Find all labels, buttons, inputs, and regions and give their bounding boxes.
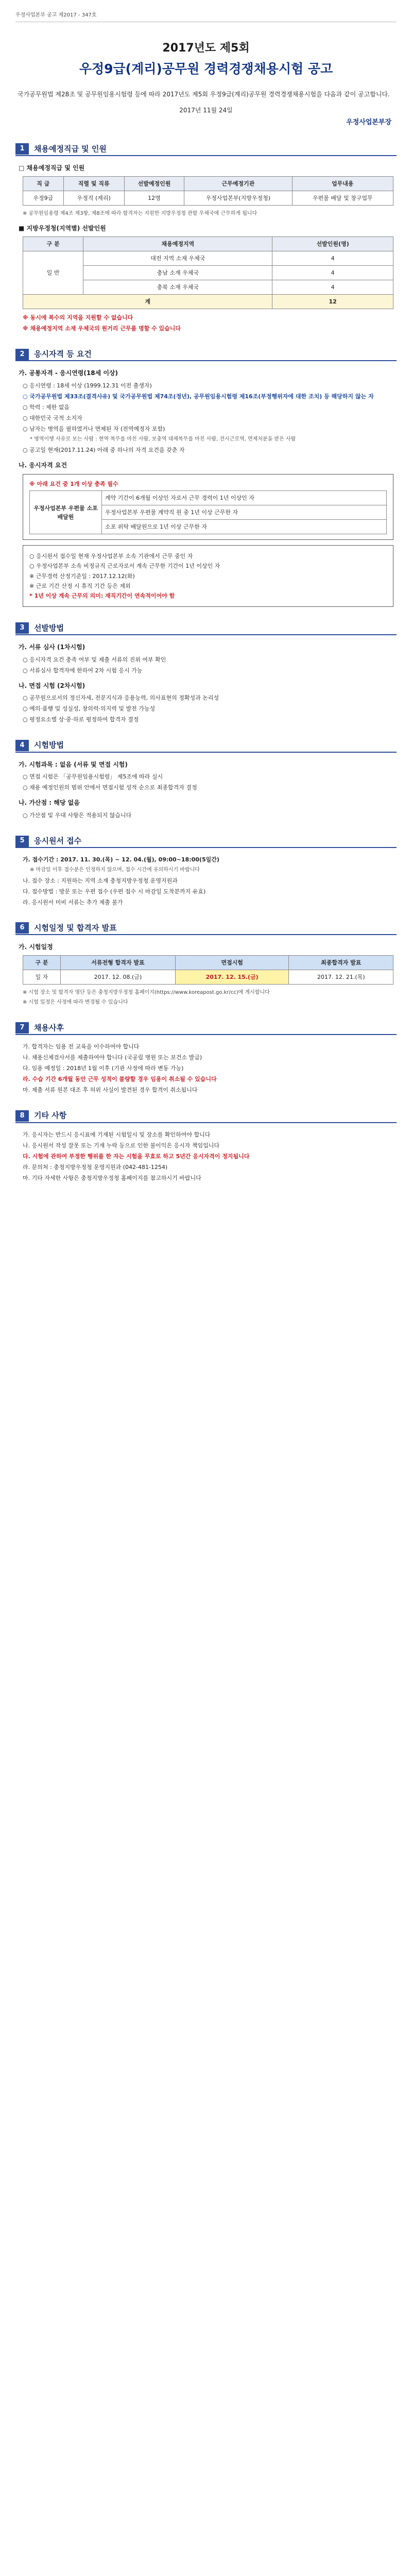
- body-text: 다. 접수방법 : 방문 또는 우편 접수 (우편 접수 시 마감일 도착분까지 유효): [23, 888, 206, 895]
- body-text: 마. 제출 서류 원본 대조 후 허위 사실이 발견된 경우 합격이 취소됩니다: [23, 1087, 198, 1094]
- breadcrumb: 우정사업본부 공고 제2017 - 347호: [15, 11, 397, 22]
- box-line: ※ 근무경력 산정기준일 : 2017.12.12(화): [29, 572, 135, 580]
- subheading: 가. 시험과목 : 없음 (서류 및 면접 시험): [19, 760, 128, 768]
- table-cell: 우정직 (계리): [63, 191, 124, 205]
- section-number: 6: [15, 922, 29, 934]
- body-text: ○ 면접 시험은 「공무원임용시험령」 제5조에 따라 실시: [23, 773, 163, 781]
- note-text: ※ 공무원임용령 제4조 제3항, 제8조에 따라 합격자는 지원한 지방우정청 관할 우체국에 근무하게 됩니다: [23, 210, 258, 216]
- subheading: 가. 서류 심사 (1차시험): [19, 643, 85, 651]
- table-header: 구 분: [23, 236, 83, 251]
- section-title: 채용사후: [34, 1023, 64, 1032]
- section-3-header: [15, 622, 397, 635]
- section-number: 7: [15, 1022, 29, 1033]
- section-number: 5: [15, 836, 29, 847]
- table-cell: 우정사업본부(지방우정청): [184, 191, 293, 205]
- body-text: ○ 예의·품행 및 성실성, 창의력·의지력 및 발전 가능성: [23, 705, 156, 713]
- table-row: [23, 191, 393, 205]
- section-title: 기타 사항: [34, 1111, 67, 1121]
- subheading: 가. 공통자격 - 응시연령(18세 이상): [19, 369, 118, 377]
- note-text: ※ 시험 일정은 사정에 따라 변경될 수 있습니다: [23, 999, 128, 1006]
- box-line: ※ 근로 기간 산정 시 휴직 기간 등은 제외: [29, 582, 131, 589]
- bottom-spacer: [15, 1184, 397, 1205]
- table-cell: 우편물 배달 및 창구업무: [292, 191, 393, 205]
- section-title: 시험일정 및 합격자 발표: [34, 923, 117, 933]
- subheading: 나. 면접 시험 (2차시험): [19, 682, 85, 689]
- table-cell: 4: [272, 251, 393, 265]
- body-text: ○ 가산점 및 우대 사항은 적용되지 않습니다: [23, 811, 132, 819]
- table-cell: 2017. 12. 08.(금): [61, 970, 176, 984]
- body-text: ○ 학력 : 제한 없음: [23, 403, 70, 411]
- requirements-box: [23, 474, 393, 540]
- table-row: [23, 251, 393, 265]
- box-line-highlight: * 1년 이상 계속 근무의 의미: 재직기간이 연속적이어야 함: [29, 592, 175, 599]
- subheading: 나. 가산점 : 해당 없음: [19, 799, 80, 807]
- table-header: 선발인원(명): [272, 236, 393, 251]
- recruit-table: [23, 176, 393, 206]
- body-text: ○ 국가공무원법 제33조(결격사유) 및 국가공무원법 제74조(정년), 공무원임용시험령 제16조(부정행위자에 대한 조치) 등 해당하지 않는 자: [23, 393, 374, 400]
- table-cell: 일 반: [23, 251, 83, 294]
- table-total-row: [23, 294, 393, 309]
- box-line: ○ 응시원서 접수일 현재 우정사업본부 소속 기관에서 근무 중인 자: [29, 553, 193, 560]
- section-number: 3: [15, 622, 29, 634]
- table-cell: 12: [272, 294, 393, 309]
- table-cell: 충북 소재 우체국: [83, 280, 272, 294]
- body-text: ○ 응시자격 요건 충족 여부 및 제출 서류의 진위 여부 확인: [23, 656, 166, 663]
- body-text: 라. 응시원서 미비 서류는 추가 제출 불가: [23, 899, 123, 906]
- body-text: 라. 수습 기간 6개월 동안 근무 성적이 불량할 경우 임용이 취소될 수 있습니다: [23, 1076, 217, 1083]
- box-title: ※ 아래 요건 중 1개 이상 충족 필수: [29, 481, 118, 488]
- table-cell: 일 자: [23, 970, 61, 984]
- section-title: 응시자격 등 요건: [34, 349, 92, 359]
- subheading: ■ 지방우정청(지역별) 선발인원: [19, 225, 106, 232]
- section-number: 8: [15, 1110, 29, 1122]
- section-5-header: [15, 835, 397, 848]
- body-text: ○ 대한민국 국적 소지자: [23, 415, 82, 422]
- section-number: 1: [15, 143, 29, 155]
- section-title: 응시원서 접수: [34, 836, 82, 845]
- body-text: 다. 시험에 관하여 부정한 행위를 한 자는 시험을 무효로 하고 5년간 응시자격이 정지됩니다: [23, 1153, 250, 1160]
- table-header: 최종합격자 발표: [289, 955, 393, 970]
- section-6-header: [15, 922, 397, 935]
- table-cell: 충남 소재 우체국: [83, 265, 272, 280]
- subheading: 가. 시험일정: [19, 943, 53, 951]
- section-number: 2: [15, 349, 29, 360]
- body-text: 다. 임용 예정일 : 2018년 1월 이후 (기관 사정에 따라 변동 가능): [23, 1065, 184, 1072]
- section-title: 시험방법: [34, 740, 64, 750]
- page-title: 우정9급(계리)공무원 경력경쟁채용시험 공고: [79, 61, 333, 76]
- table-cell: 우정9급: [23, 191, 64, 205]
- section-4-header: [15, 739, 397, 752]
- table-cell-highlight: 2017. 12. 15.(금): [175, 970, 289, 984]
- body-text: 나. 응시원서 작성 잘못 또는 기재 누락 등으로 인한 불이익은 응시자 책임입니다: [23, 1142, 219, 1149]
- eligibility-box: [23, 545, 393, 606]
- table-header: 채용예정지역: [83, 236, 272, 251]
- warning-text: ※ 동시에 복수의 지역을 지원할 수 없습니다: [23, 314, 133, 321]
- table-header: 선발예정인원: [124, 176, 184, 191]
- box-line: ○ 우정사업본부 소속 비정규직 근로자로서 계속 근무한 기간이 1년 이상인 자: [29, 563, 220, 570]
- body-text: 나. 접수 장소 : 지원하는 지역 소재 충청지방우정청 운영지원과: [23, 877, 178, 884]
- body-text: 나. 채용신체검사서를 제출하여야 합니다 (국공립 병원 또는 보건소 발급): [23, 1054, 202, 1061]
- page-subtitle: 2017년도 제5회: [162, 41, 250, 55]
- table-cell: 우정사업본부 우편물 계약직 원 중 1년 이상 근무한 자: [102, 505, 387, 520]
- note-text: ※ 시험 장소 및 합격자 명단 등은 충청지방우정청 홈페이지(https://www.koreapost.go.kr/cc)에 게시합니다: [23, 989, 270, 995]
- table-cell: 우정사업본부 우편물 소포 배달원: [30, 491, 102, 534]
- title-block: [15, 40, 397, 79]
- body-text: 가. 응시자는 반드시 응시표에 기재된 시험일시 및 장소를 확인하여야 합니다: [23, 1131, 211, 1138]
- body-text: ○ 남자는 병역을 필하였거나 면제된 자 (전역예정자 포함): [23, 426, 165, 433]
- body-text: 가. 접수기간 : 2017. 11. 30.(목) ~ 12. 04.(월), 09:00~18:00(5일간): [23, 856, 219, 863]
- table-row: [23, 970, 393, 984]
- section-7-header: [15, 1022, 397, 1035]
- warning-text: ※ 채용예정지역 소재 우체국의 원거리 근무를 명할 수 있습니다: [23, 325, 181, 332]
- table-header: 근무예정기관: [184, 176, 293, 191]
- table-cell: 4: [272, 280, 393, 294]
- body-text: ○ 공고일 현재(2017.11.24) 아래 중 하나의 자격 요건을 갖춘 자: [23, 446, 185, 453]
- table-cell: 2017. 12. 21.(목): [289, 970, 393, 984]
- table-cell: 대전 지역 소재 우체국: [83, 251, 272, 265]
- body-text: ○ 평정요소별 상·중·하로 평정하여 합격자 결정: [23, 716, 139, 723]
- section-title: 선발방법: [34, 623, 64, 633]
- table-cell: 12명: [124, 191, 184, 205]
- body-text: ○ 서류심사 합격자에 한하여 2차 시험 응시 가능: [23, 667, 143, 674]
- region-table: [23, 236, 393, 309]
- table-cell: 소포 위탁 배달원으로 1년 이상 근무한 자: [102, 520, 387, 534]
- section-8-header: [15, 1110, 397, 1123]
- body-text: 마. 기타 자세한 사항은 충청지방우정청 홈페이지를 참고하시기 바랍니다: [23, 1174, 201, 1181]
- table-header: 면접시험: [175, 955, 289, 970]
- body-text: 라. 문의처 : 충청지방우정청 운영지원과 (042-481-1254): [23, 1163, 168, 1171]
- section-title: 채용예정직급 및 인원: [34, 144, 107, 154]
- table-header: 구 분: [23, 955, 61, 970]
- notice-org: 우정사업본부장: [346, 118, 391, 126]
- body-text: ○ 공무원으로서의 정신자세, 전문지식과 응용능력, 의사표현의 정확성과 논리성: [23, 694, 219, 702]
- table-cell: 계약 기간이 6개월 이상인 자로서 근무 경력이 1년 이상인 자: [102, 491, 387, 505]
- section-2-header: [15, 348, 397, 361]
- note-text: ※ 마감일 이후 접수분은 인정하지 않으며, 접수 시간에 유의하시기 바랍니다: [30, 867, 200, 873]
- table-cell: 계: [23, 294, 272, 309]
- table-header: 직 급: [23, 176, 64, 191]
- preface-text: 국가공무원법 제28조 및 공무원임용시험령 등에 따라 2017년도 제5회 우정9급(계리)공무원 경력경쟁채용시험을 다음과 같이 공고합니다.: [18, 91, 390, 98]
- table-header: 직렬 및 직류: [63, 176, 124, 191]
- body-text: ○ 응시연령 : 18세 이상 (1999.12.31 이전 출생자): [23, 382, 152, 389]
- table-cell: 4: [272, 265, 393, 280]
- table-header: 업무내용: [292, 176, 393, 191]
- subheading: 나. 응시자격 요건: [19, 461, 67, 469]
- notice-date: 2017년 11월 24일: [179, 106, 233, 114]
- body-text: 가. 합격자는 임용 전 교육을 이수하여야 합니다: [23, 1043, 140, 1050]
- body-text: ○ 채용 예정인원의 범위 안에서 면접시험 성적 순으로 최종합격자 결정: [23, 784, 197, 791]
- schedule-table: [23, 955, 393, 985]
- subheading: □ 채용예정직급 및 인원: [19, 164, 85, 172]
- note-text: * 병역이행 사유로 보는 사람 : 현역 복무를 마친 사람, 보충역 대체복무를 마친 사람, 전시근로역, 면제처분을 받은 사람: [30, 436, 296, 443]
- section-1-header: [15, 143, 397, 156]
- table-header: 서류전형 합격자 발표: [61, 955, 176, 970]
- section-number: 4: [15, 740, 29, 751]
